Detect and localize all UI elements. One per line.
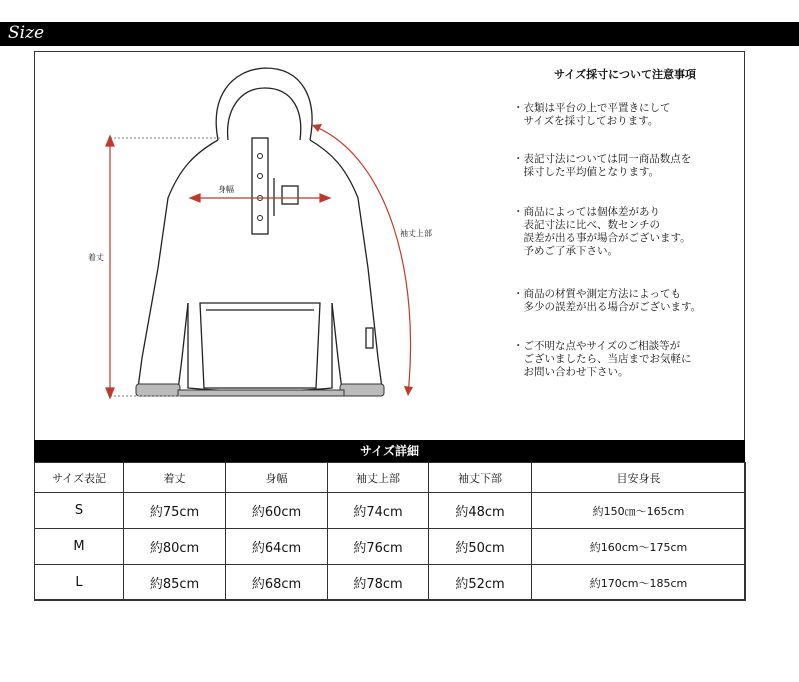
size-detail-bar xyxy=(34,440,745,462)
cell-length: 約80cm xyxy=(124,529,226,565)
header-height: 目安身長 xyxy=(532,463,746,493)
table-row xyxy=(35,493,746,529)
cell-sleeve-upper: 約76cm xyxy=(328,529,429,565)
header-sleeve-lower: 袖丈下部 xyxy=(429,463,532,493)
rib-cuffs xyxy=(136,384,384,396)
header-width: 身幅 xyxy=(226,463,328,493)
size-table xyxy=(34,462,746,601)
cell-height: 約150㎝～165cm xyxy=(532,493,746,529)
width-label: 身幅 xyxy=(218,185,234,194)
length-label: 着丈 xyxy=(88,253,104,262)
cell-sleeve-lower: 約50cm xyxy=(429,529,532,565)
note-item: ・表記寸法については同一商品数点を 採寸した平均値となります。 xyxy=(513,153,692,178)
cell-size: L xyxy=(35,565,124,601)
cell-height: 約170cm～185cm xyxy=(532,565,746,601)
cell-height: 約160cm～175cm xyxy=(532,529,746,565)
table-row xyxy=(35,565,746,601)
hoodie-outline xyxy=(138,68,382,391)
header-bar xyxy=(0,22,799,46)
cell-sleeve-lower: 約48cm xyxy=(429,493,532,529)
cell-sleeve-upper: 約78cm xyxy=(328,565,429,601)
header-length: 着丈 xyxy=(124,463,226,493)
cell-sleeve-lower: 約52cm xyxy=(429,565,532,601)
cell-size: S xyxy=(35,493,124,529)
cell-width: 約64cm xyxy=(226,529,328,565)
note-item: ・ご不明な点やサイズのご相談等が ございましたら、当店までお気軽に お問い合わせ下さい。 xyxy=(513,340,692,378)
sleeve-measure xyxy=(312,124,413,396)
table-header-row xyxy=(35,463,746,493)
cell-width: 約60cm xyxy=(226,493,328,529)
cell-length: 約75cm xyxy=(124,493,226,529)
cell-width: 約68cm xyxy=(226,565,328,601)
cell-length: 約85cm xyxy=(124,565,226,601)
sleeve-label: 袖丈上部 xyxy=(400,229,432,238)
snap-buttons xyxy=(258,154,263,221)
header-title: Size xyxy=(8,23,45,43)
note-item: ・商品の材質や測定方法によっても 多少の誤差が出る場合がございます。 xyxy=(513,288,702,313)
cell-size: M xyxy=(35,529,124,565)
note-item: ・商品によっては個体差があり 表記寸法に比べ、数センチの 誤差が出る事が場合がございます。 予めご了承下さい。 xyxy=(513,206,691,257)
note-item: ・衣類は平台の上で平置きにして サイズを採寸しております。 xyxy=(513,102,671,127)
table-row xyxy=(35,529,746,565)
header-size: サイズ表記 xyxy=(35,463,124,493)
hoodie-diagram xyxy=(70,58,480,418)
header-sleeve-upper: 袖丈上部 xyxy=(328,463,429,493)
size-detail-title: サイズ詳細 xyxy=(359,444,420,458)
notes-title: サイズ採寸について注意事項 xyxy=(554,68,696,81)
cell-sleeve-upper: 約74cm xyxy=(328,493,429,529)
